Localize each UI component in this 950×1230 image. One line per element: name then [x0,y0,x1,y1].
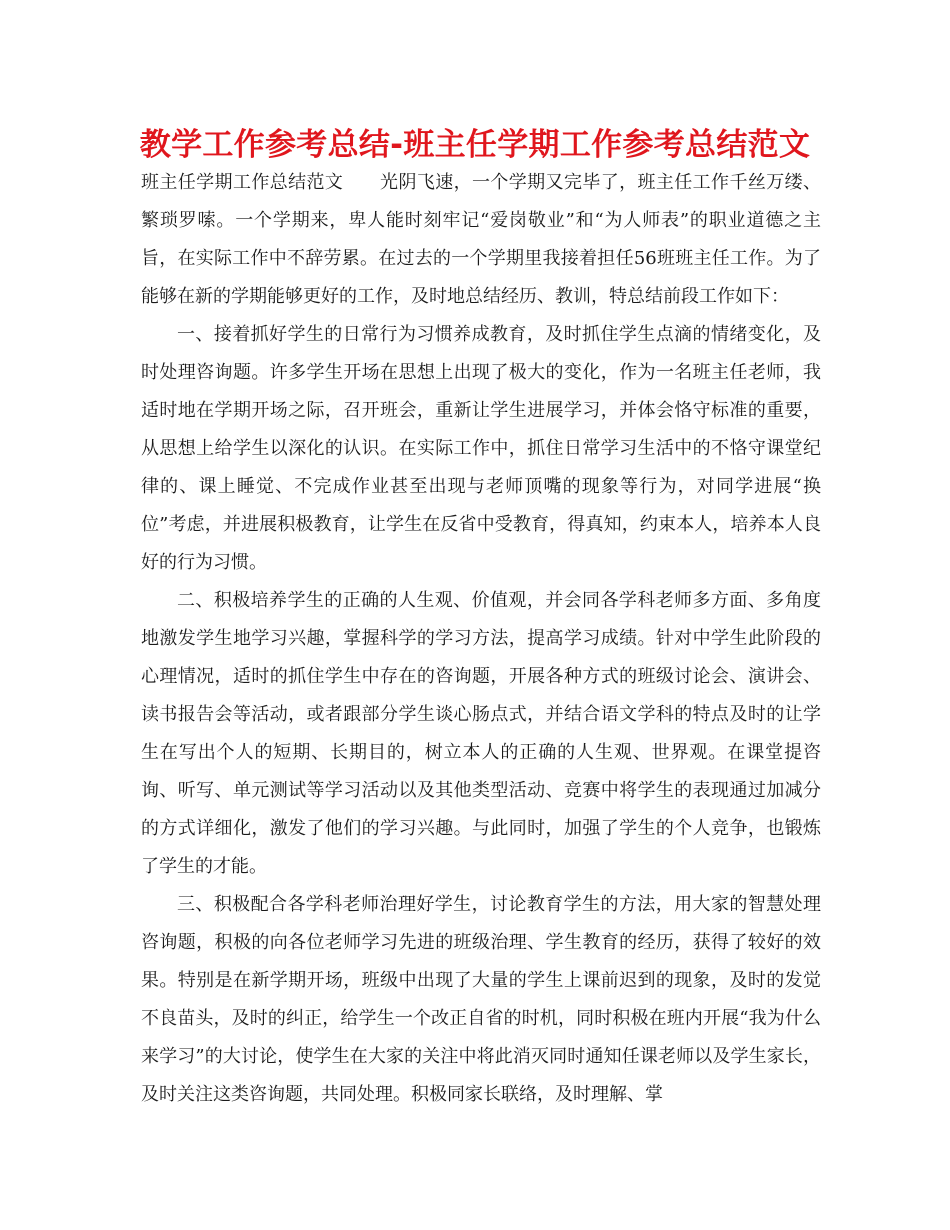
paragraph-section-3: 三、积极配合各学科老师治理好学生，讨论教育学生的方法，用大家的智慧处理咨询题，积极的向各位老师学习先进的班级治理、学生教育的经历，获得了较好的效果。特别是在新学期开场，班级中出现了大量的学生上课前迟到的现象，及时的发觉不良苗头，及时的纠正，给学生一个改正自省的时机，同时积极在班内开展“我为什么来学习”的大讨论，使学生在大家的关注中将此消灭同时通知任课老师以及学生家长，及时关注这类咨询题，共同处理。积极同家长联络，及时理解、掌 [141,894,821,1105]
document-body [141,164,821,1114]
paragraph-intro: 班主任学期工作总结范文 光阴飞速，一个学期又完毕了，班主任工作千丝万缕、繁琐罗嗦。一个学期来，卑人能时刻牢记“爱岗敬业”和“为人师表”的职业道德之主旨，在实际工作中不辞劳累。在过去的一个学期里我接着担任56班班主任工作。为了能够在新的学期能够更好的工作，及时地总结经历、教训，特总结前段工作如下： [141,172,821,307]
paragraph-section-2: 二、积极培养学生的正确的人生观、价值观，并会同各学科老师多方面、多角度地激发学生地学习兴趣，掌握科学的学习方法，提高学习成绩。针对中学生此阶段的心理情况，适时的抓住学生中存在的咨询题，开展各种方式的班级讨论会、演讲会、读书报告会等活动，或者跟部分学生谈心肠点式，并结合语文学科的特点及时的让学生在写出个人的短期、长期目的，树立本人的正确的人生观、世界观。在课堂提咨询、听写、单元测试等学习活动以及其他类型活动、竞赛中将学生的表现通过加减分的方式详细化，激发了他们的学习兴趣。与此同时，加强了学生的个人竞争，也锻炼了学生的才能。 [141,590,821,877]
document-title: 教学工作参考总结-班主任学期工作参考总结范文 [139,127,811,163]
paragraph-section-1: 一、接着抓好学生的日常行为习惯养成教育，及时抓住学生点滴的情绪变化，及时处理咨询题。许多学生开场在思想上出现了极大的变化，作为一名班主任老师，我适时地在学期开场之际，召开班会，重新让学生进展学习，并体会恪守标准的重要，从思想上给学生以深化的认识。在实际工作中，抓住日常学习生活中的不恪守课堂纪律的、课上睡觉、不完成作业甚至出现与老师顶嘴的现象等行为，对同学进展“换位”考虑，并进展积极教育，让学生在反省中受教育，得真知，约束本人，培养本人良好的行为习惯。 [141,324,821,573]
